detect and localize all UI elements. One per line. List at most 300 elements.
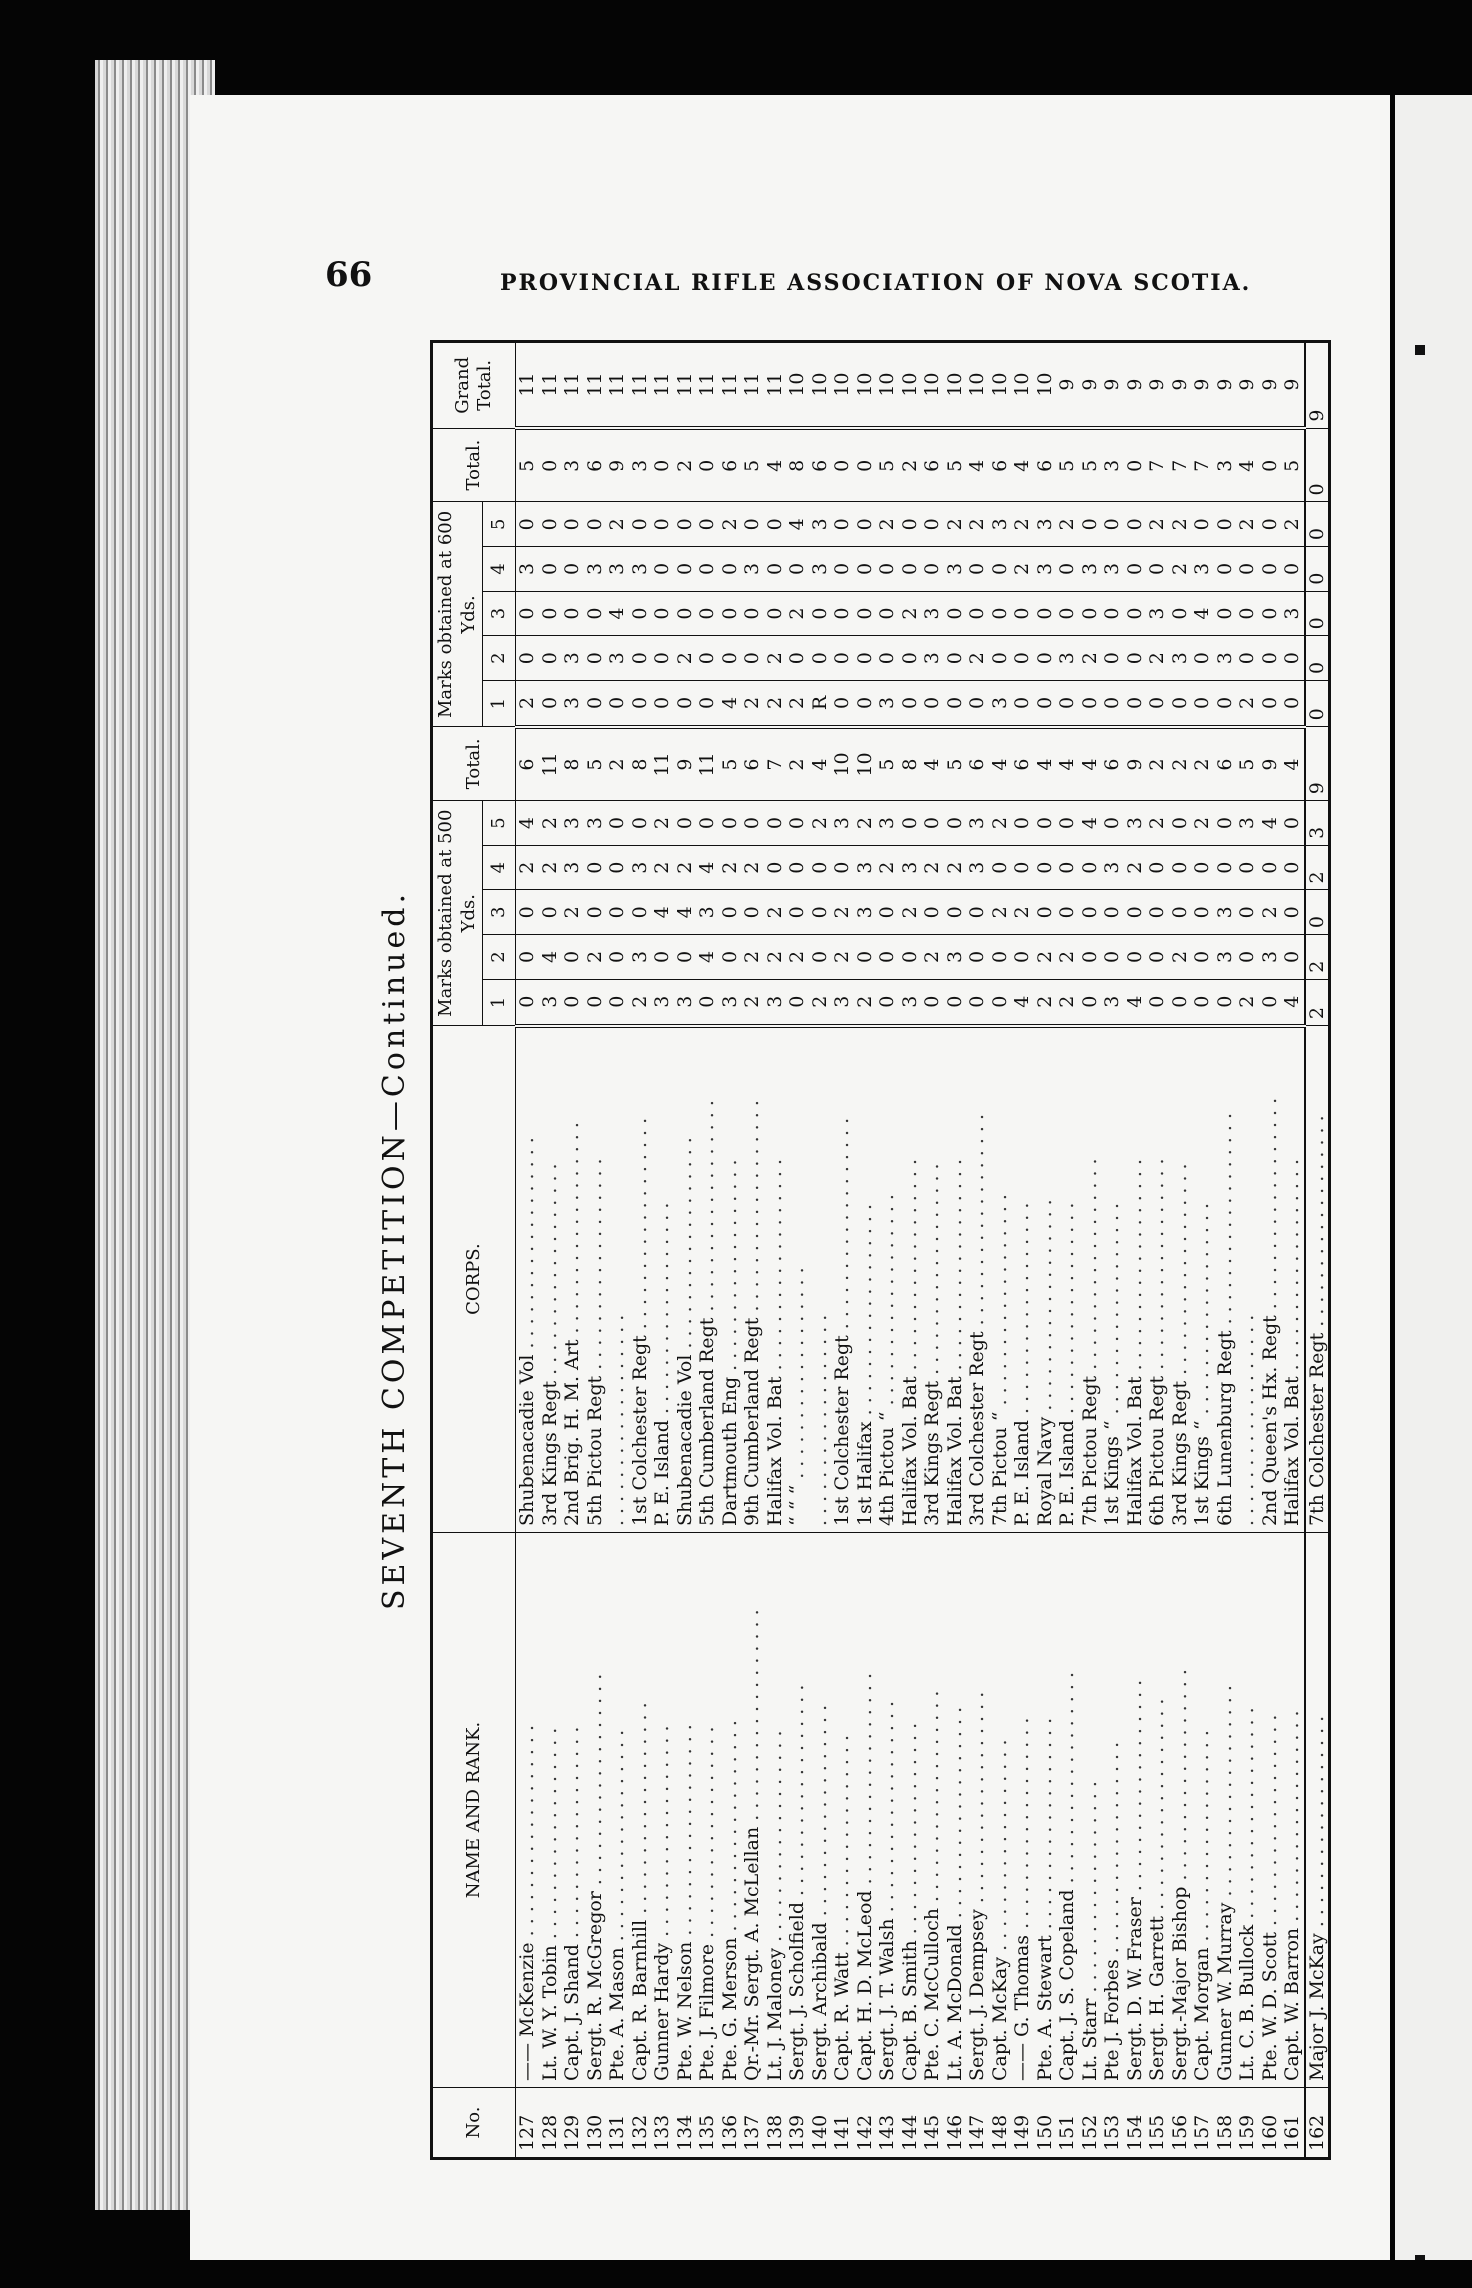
competitor-name-cell — [899, 1533, 922, 2088]
shot-500: 0 — [696, 979, 719, 1025]
shot-500: 2 — [1056, 979, 1079, 1025]
table-row — [696, 342, 719, 2159]
competitor-name-cell — [539, 1533, 562, 2088]
shot-600: 0 — [921, 681, 944, 727]
shot-500: 2 — [876, 845, 899, 890]
total-600: 8 — [786, 428, 809, 502]
corps-name: 5th Cumberland Regt — [696, 1317, 718, 1527]
total-600: 0 — [651, 428, 674, 502]
shot-600: 0 — [876, 636, 899, 681]
shot-500: 2 — [899, 890, 922, 935]
shot-600: 0 — [1034, 636, 1057, 681]
shot-600: 0 — [629, 681, 652, 727]
shot-600: 4 — [1191, 591, 1214, 636]
competitor-name: Capt. J. Shand — [561, 1944, 583, 2082]
page-number: 66 — [325, 255, 373, 295]
total-500: 2 — [1191, 727, 1214, 801]
shot-500: 2 — [786, 935, 809, 980]
shot-500: 4 — [696, 935, 719, 980]
shot-header: 3 — [483, 591, 516, 636]
leader-dots: . . . . . . . . . . . . . . . . . . — [988, 1739, 1011, 1957]
shot-600: 0 — [741, 502, 764, 547]
competitor-name-cell — [606, 1533, 629, 2088]
shot-600: 0 — [854, 681, 877, 727]
corps-name: 1st Colchester Regt — [831, 1335, 853, 1527]
shot-600: 0 — [831, 502, 854, 547]
shot-600: 2 — [741, 681, 764, 727]
shot-header: 5 — [483, 502, 516, 547]
shot-600: 0 — [989, 591, 1012, 636]
shot-600: 2 — [764, 681, 787, 727]
shot-600: 0 — [516, 636, 539, 681]
total-600: 0 — [1305, 428, 1330, 502]
corps-name: 3rd Colchester Regt — [966, 1331, 988, 1527]
leader-dots: . . . . . . . . . . . . . . . . . . — [651, 1202, 673, 1421]
grand-total: 11 — [584, 342, 607, 429]
shot-600: 0 — [561, 591, 584, 636]
shot-600: 3 — [989, 502, 1012, 547]
table-row — [1281, 342, 1305, 2159]
shot-600: 0 — [1236, 591, 1259, 636]
shot-header: 4 — [483, 547, 516, 592]
row-number: 158 — [1214, 2088, 1237, 2159]
corps-name: 5th Pictou Regt — [583, 1375, 606, 1527]
row-number: 156 — [1169, 2088, 1192, 2159]
corps-name-cell — [1259, 1026, 1282, 1533]
competitor-name-cell — [921, 1533, 944, 2088]
shot-600: 0 — [1214, 547, 1237, 592]
total-500: 6 — [1011, 727, 1034, 801]
table-row — [786, 342, 809, 2159]
row-number: 145 — [921, 2088, 944, 2159]
shot-600: 0 — [719, 591, 742, 636]
corps-name: 3rd Kings Regt — [921, 1380, 943, 1527]
shot-600: 0 — [1079, 502, 1102, 547]
shot-600: 0 — [1101, 681, 1124, 727]
total-600: 6 — [719, 428, 742, 502]
grand-total: 9 — [1146, 342, 1169, 429]
shot-500: 3 — [899, 845, 922, 890]
corps-name-cell — [876, 1026, 899, 1533]
leader-dots: . . . . . . . . . . . . . . . . . . — [831, 1734, 853, 1953]
total-500: 5 — [876, 727, 899, 801]
total-500: 4 — [921, 727, 944, 801]
shot-500: 2 — [1011, 890, 1034, 935]
leader-dots: . . . . . . . . . . . . . . . . . . — [1033, 1199, 1056, 1417]
leader-dots: . . . . . . . . . . . . . . . . . . — [853, 1203, 876, 1422]
shot-500: 2 — [1124, 845, 1147, 890]
shot-600: 0 — [606, 681, 629, 727]
table-row — [539, 342, 562, 2159]
shot-500: 0 — [1011, 845, 1034, 890]
row-number: 160 — [1259, 2088, 1282, 2159]
shot-500: 2 — [674, 845, 697, 890]
leader-dots: . . . . . . . . . . . . . . . . . . — [1305, 1715, 1328, 1934]
competitor-name: Lt. Starr — [1078, 1998, 1101, 2082]
corps-name: 6th Lunenburg Regt — [1213, 1330, 1236, 1527]
total-600: 3 — [629, 428, 652, 502]
shot-600: 0 — [1124, 502, 1147, 547]
shot-500: 3 — [854, 845, 877, 890]
corps-name-cell — [629, 1026, 652, 1533]
shot-600: 0 — [1079, 591, 1102, 636]
shot-500: 0 — [786, 979, 809, 1025]
shot-600: 0 — [584, 681, 607, 727]
corps-name: 7th Colchester Regt — [1305, 1332, 1328, 1527]
competitor-name-cell — [561, 1533, 584, 2088]
table-row — [1101, 342, 1124, 2159]
shot-500: 0 — [606, 801, 629, 846]
shot-500: 2 — [561, 890, 584, 935]
competitor-name-cell — [1011, 1533, 1034, 2088]
grand-total: 9 — [1124, 342, 1147, 429]
table-row — [1259, 342, 1282, 2159]
corps-name-cell — [696, 1026, 719, 1533]
shot-500: 0 — [1101, 801, 1124, 846]
shot-600: 0 — [696, 681, 719, 727]
competitor-name: Capt. McKay — [988, 1956, 1011, 2082]
shot-600: 3 — [1281, 591, 1305, 636]
shot-500: 2 — [1034, 935, 1057, 980]
shot-500: 0 — [606, 890, 629, 935]
corps-name-cell — [1124, 1026, 1147, 1533]
shot-500: 0 — [1236, 845, 1259, 890]
shot-600: 0 — [1305, 681, 1330, 727]
shot-500: 0 — [1305, 890, 1330, 935]
shot-500: 0 — [1146, 935, 1169, 980]
shot-600: 2 — [674, 636, 697, 681]
shot-500: 2 — [741, 979, 764, 1025]
shot-600: 2 — [719, 502, 742, 547]
shot-600: 2 — [1169, 502, 1192, 547]
shot-600: 0 — [1281, 681, 1305, 727]
shot-500: 3 — [696, 890, 719, 935]
competitor-name-cell — [966, 1533, 989, 2088]
shot-600: 3 — [1191, 547, 1214, 592]
col-header-no: No. — [432, 2088, 516, 2159]
competitor-name-cell — [809, 1533, 832, 2088]
grand-total: 10 — [831, 342, 854, 429]
shot-500: 4 — [651, 890, 674, 935]
leader-dots: . . . . . . . . . . . . . . . . . . — [988, 1194, 1011, 1412]
competitor-name-cell — [696, 1533, 719, 2088]
shot-500: 0 — [606, 935, 629, 980]
table-row — [921, 342, 944, 2159]
table-row — [1034, 342, 1057, 2159]
shot-600: 2 — [1011, 502, 1034, 547]
grand-total: 9 — [1101, 342, 1124, 429]
leader-dots: . . . . . . . . . . . . . . . . . . — [1258, 1714, 1281, 1932]
shot-600: 0 — [854, 591, 877, 636]
shot-600: 4 — [606, 591, 629, 636]
table-row — [1169, 342, 1192, 2159]
shot-600: 3 — [921, 591, 944, 636]
shot-500: 0 — [1214, 801, 1237, 846]
shot-600: 3 — [629, 547, 652, 592]
corps-name: Shubenacadie Vol — [516, 1354, 538, 1527]
total-500: 9 — [1305, 727, 1330, 801]
leader-dots: . . . . . . . . . . . . . . . . . . — [718, 1159, 741, 1377]
total-500: 4 — [1056, 727, 1079, 801]
shot-600: 0 — [944, 681, 967, 727]
total-500: 6 — [1101, 727, 1124, 801]
row-number: 136 — [719, 2088, 742, 2159]
row-number: 154 — [1124, 2088, 1147, 2159]
table-row — [584, 342, 607, 2159]
total-500: 4 — [809, 727, 832, 801]
shot-500: 0 — [1101, 890, 1124, 935]
competitor-name: Capt. J. S. Copeland — [1056, 1889, 1078, 2082]
shot-600: 2 — [1281, 502, 1305, 547]
shot-500: 0 — [1056, 845, 1079, 890]
total-500: 6 — [741, 727, 764, 801]
row-number: 159 — [1236, 2088, 1259, 2159]
shot-600: 2 — [786, 681, 809, 727]
corps-name: P. E. Island — [1011, 1420, 1033, 1527]
competitor-name: Pte. J. Filmore — [696, 1943, 718, 2082]
shot-500: 2 — [921, 935, 944, 980]
row-number: 128 — [539, 2088, 562, 2159]
competitor-name-cell — [584, 1533, 607, 2088]
leader-dots: . . . . . . . . . . . . . . . . . . — [1033, 1717, 1056, 1936]
competitor-name: Sergt. D. W. Fraser — [1123, 1897, 1146, 2082]
shot-600: 3 — [1169, 636, 1192, 681]
shot-header: 2 — [483, 935, 516, 980]
shot-600: 0 — [674, 591, 697, 636]
table-row — [719, 342, 742, 2159]
shot-500: 0 — [764, 801, 787, 846]
total-600: 0 — [854, 428, 877, 502]
shot-500: 4 — [539, 935, 562, 980]
facing-page-rule — [1415, 2255, 1425, 2260]
shot-600: 3 — [1146, 591, 1169, 636]
shot-600: 0 — [1305, 502, 1330, 547]
corps-name-cell — [1101, 1026, 1124, 1533]
competitor-name-cell — [1169, 1533, 1192, 2088]
leader-dots: . . . . . . . . . . . . . . . . . . — [808, 1704, 831, 1923]
shot-500: 2 — [809, 979, 832, 1025]
corps-name-cell — [944, 1026, 967, 1533]
results-continuation — [1305, 342, 1330, 2159]
shot-600: 4 — [719, 681, 742, 727]
shot-500: 2 — [1259, 890, 1282, 935]
shot-600: 0 — [876, 547, 899, 592]
col-header-marks-600: Marks obtained at 600 Yds. — [432, 502, 483, 727]
shot-500: 0 — [696, 801, 719, 846]
shot-500: 0 — [606, 979, 629, 1025]
shot-500: 0 — [1079, 890, 1102, 935]
total-500: 11 — [539, 727, 562, 801]
total-500: 7 — [764, 727, 787, 801]
shot-500: 2 — [764, 935, 787, 980]
shot-500: 0 — [651, 935, 674, 980]
shot-500: 0 — [719, 890, 742, 935]
leader-dots: . . . . . . . . . . . . . . . . . . — [1258, 1097, 1281, 1316]
shot-500: 0 — [989, 935, 1012, 980]
corps-name-cell — [1169, 1026, 1192, 1533]
table-row — [1305, 342, 1330, 2159]
corps-name-cell — [1305, 1026, 1330, 1533]
shot-500: 3 — [1124, 801, 1147, 846]
competitor-name-cell — [1101, 1533, 1124, 2088]
shot-500: 0 — [1034, 801, 1057, 846]
shot-500: 2 — [1146, 801, 1169, 846]
shot-500: 0 — [1281, 801, 1305, 846]
total-500: 4 — [1281, 727, 1305, 801]
leader-dots: . . . . . . . . . . . . . . . . . . — [1281, 1158, 1303, 1377]
corps-name: 3rd Kings Regt — [1168, 1380, 1191, 1527]
shot-500: 2 — [584, 935, 607, 980]
shot-500: 3 — [1236, 801, 1259, 846]
shot-500: 3 — [1214, 935, 1237, 980]
competitor-name: Capt. H. D. McLeod — [853, 1890, 876, 2082]
shot-600: 0 — [944, 591, 967, 636]
shot-header: 2 — [483, 636, 516, 681]
shot-600: 0 — [539, 591, 562, 636]
grand-total: 10 — [786, 342, 809, 429]
shot-600: 2 — [764, 636, 787, 681]
leader-dots: . . . . . . . . . . . . . . . . . . — [1281, 1710, 1303, 1928]
corps-name-cell — [1034, 1026, 1057, 1533]
shot-600: 0 — [741, 591, 764, 636]
shot-500: 0 — [719, 935, 742, 980]
total-600: 7 — [1146, 428, 1169, 502]
competitor-name: Pte. C. McCulloch — [921, 1907, 943, 2082]
competitor-name-cell — [1191, 1533, 1214, 2088]
shot-600: 0 — [1191, 681, 1214, 727]
shot-600: 0 — [539, 636, 562, 681]
shot-500: 3 — [764, 979, 787, 1025]
shot-500: 4 — [1124, 979, 1147, 1025]
shot-500: 2 — [1034, 979, 1057, 1025]
col-header-grand-total: Grand Total. — [432, 342, 516, 429]
corps-name-cell — [719, 1026, 742, 1533]
total-500: 11 — [696, 727, 719, 801]
competitor-name: Capt. Morgan — [1191, 1947, 1213, 2082]
leader-dots: . . . . . . . . . . . . . . . . . . — [853, 1672, 876, 1891]
corps-name: 9th Cumberland Regt — [741, 1317, 763, 1527]
shot-500: 3 — [1214, 890, 1237, 935]
total-500: 6 — [516, 727, 539, 801]
leader-dots: . . . . . . . . . . . . . . . . . . — [898, 1158, 921, 1377]
total-600: 0 — [1124, 428, 1147, 502]
competitor-name: Sergt. J. Scholfield — [786, 1902, 808, 2082]
row-number: 161 — [1281, 2088, 1305, 2159]
total-500: 8 — [561, 727, 584, 801]
shot-600: 0 — [786, 547, 809, 592]
competitor-name: Capt. R. Watt — [831, 1952, 853, 2082]
corps-name: 4th Pictou “ — [876, 1411, 898, 1527]
shot-500: 0 — [741, 890, 764, 935]
corps-name: P. E. Island — [651, 1420, 673, 1527]
leader-dots: . . . . . . . . . . . . . . . . . . — [561, 1726, 583, 1945]
total-600: 3 — [1214, 428, 1237, 502]
shot-500: 2 — [719, 845, 742, 890]
table-row — [606, 342, 629, 2159]
row-number: 152 — [1079, 2088, 1102, 2159]
competitor-name: —— G. Thomas — [1011, 1934, 1033, 2082]
grand-total: 9 — [1056, 342, 1079, 429]
grand-total: 9 — [1281, 342, 1305, 429]
shot-500: 0 — [584, 890, 607, 935]
competitor-name-cell — [854, 1533, 877, 2088]
shot-600: 0 — [1011, 591, 1034, 636]
corps-name-cell — [831, 1026, 854, 1533]
leader-dots: . . . . . . . . . . . . . . . . . . — [786, 1684, 808, 1902]
corps-name-cell — [854, 1026, 877, 1533]
competitor-name: Pte. A. Stewart — [1033, 1935, 1056, 2082]
shot-500: 0 — [561, 935, 584, 980]
total-500: 4 — [989, 727, 1012, 801]
leader-dots: . . . . . . . . . . . . . . . . . . — [1305, 1115, 1328, 1333]
shot-600: 0 — [696, 591, 719, 636]
shot-600: 0 — [674, 681, 697, 727]
leader-dots: . . . . . . . . . . . . . . . . . . — [561, 1122, 583, 1340]
total-600: 4 — [1236, 428, 1259, 502]
leader-dots: . . . . . . . . . . . . . . . . . . — [1168, 1163, 1191, 1381]
shot-500: 3 — [876, 801, 899, 846]
leader-dots: . . . . . . . . . . . . . . . . . . — [1101, 1202, 1123, 1421]
shot-500: 0 — [786, 801, 809, 846]
competitor-name-cell — [1281, 1533, 1305, 2088]
shot-600: 0 — [966, 547, 989, 592]
shot-600: 3 — [584, 547, 607, 592]
shot-600: 0 — [741, 636, 764, 681]
shot-500: 0 — [899, 935, 922, 980]
competitor-name: Gunner Hardy — [651, 1942, 673, 2082]
shot-600: 0 — [854, 502, 877, 547]
row-number: 155 — [1146, 2088, 1169, 2159]
leader-dots: . . . . . . . . . . . . . . . . . . — [1078, 1781, 1101, 1999]
table-row — [741, 342, 764, 2159]
shot-500: 0 — [809, 845, 832, 890]
leader-dots: . . . . . . . . . . . . . . . . . . — [1191, 1730, 1213, 1948]
leader-dots: . . . . . . . . . . . . . . . . . . — [1011, 1202, 1033, 1421]
corps-name: 3rd Kings Regt — [538, 1380, 561, 1527]
shot-500: 0 — [516, 890, 539, 935]
competitor-name-cell — [1146, 1533, 1169, 2088]
leader-dots: . . . . . . . . . . . . . . . . . . — [1056, 1672, 1078, 1890]
total-500: 4 — [1079, 727, 1102, 801]
shot-500: 3 — [629, 845, 652, 890]
shot-600: 0 — [1079, 681, 1102, 727]
leader-dots: . . . . . . . . . . . . . . . . . . — [696, 1726, 718, 1944]
leader-dots: . . . . . . . . . . . . . . . . . . — [516, 1724, 538, 1943]
corps-name: 1st Kings “ — [1101, 1420, 1123, 1527]
corps-name-cell — [584, 1026, 607, 1533]
shot-500: 0 — [1214, 979, 1237, 1025]
total-500: 2 — [786, 727, 809, 801]
shot-600: R — [809, 681, 832, 727]
total-500: 8 — [899, 727, 922, 801]
corps-name-cell — [1191, 1026, 1214, 1533]
table-row — [944, 342, 967, 2159]
row-number: 140 — [809, 2088, 832, 2159]
competitor-name: Qr.-Mr. Sergt. A. McLellan — [741, 1826, 763, 2082]
grand-total: 10 — [876, 342, 899, 429]
table-row — [899, 342, 922, 2159]
shot-600: 2 — [876, 502, 899, 547]
competitor-name-cell — [1079, 1533, 1102, 2088]
shot-600: 0 — [1305, 636, 1330, 681]
shot-500: 0 — [1079, 935, 1102, 980]
shot-600: 0 — [584, 636, 607, 681]
shot-500: 0 — [1169, 801, 1192, 846]
shot-600: 0 — [1146, 547, 1169, 592]
shot-500: 0 — [1236, 935, 1259, 980]
total-600: 5 — [876, 428, 899, 502]
shot-header: 1 — [483, 681, 516, 727]
